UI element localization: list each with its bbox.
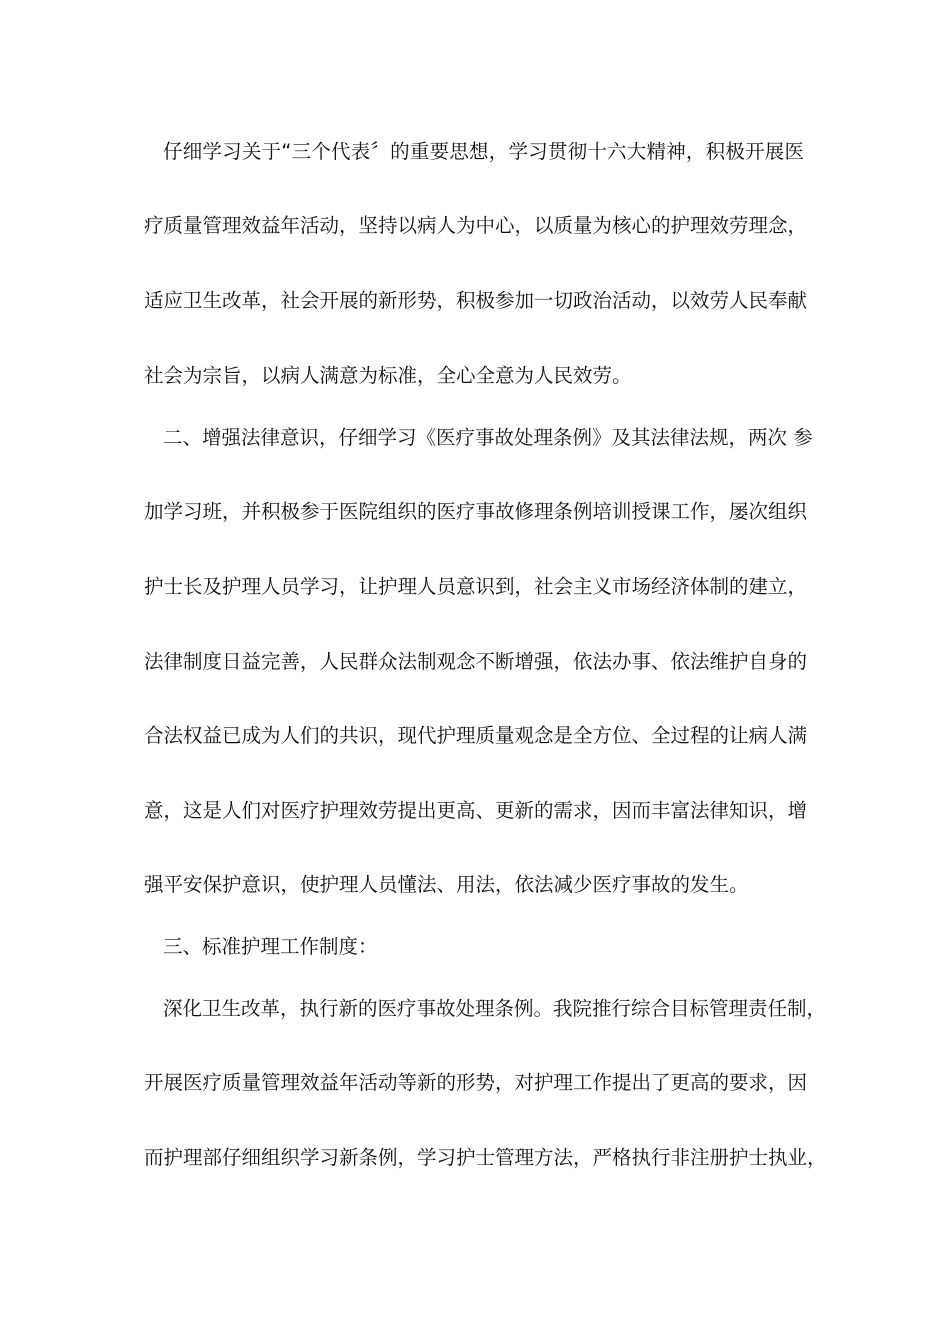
paragraph-line: 仔细学习关于“三个代表〞的重要思想，学习贯彻十六大精神，积极开展医 <box>163 140 804 163</box>
paragraph-line: 而护理部仔细组织学习新条例，学习护士管理方法，严格执行非注册护士执业， <box>144 1146 827 1169</box>
paragraph-line: 开展医疗质量管理效益年活动等新的形势，对护理工作提出了更高的要求，因 <box>144 1071 808 1094</box>
paragraph-line: 深化卫生改革，执行新的医疗事故处理条例。我院推行综合目标管理责任制， <box>163 997 827 1020</box>
section-heading: 三、标准护理工作制度： <box>163 935 378 958</box>
paragraph-line: 法律制度日益完善，人民群众法制观念不断增强，依法办事、依法维护自身的 <box>144 650 808 673</box>
paragraph-line: 加学习班，并积极参于医院组织的医疗事故修理条例培训授课工作，屡次组织 <box>144 500 808 523</box>
paragraph-line: 护士长及护理人员学习，让护理人员意识到，社会主义市场经济体制的建立， <box>144 575 808 598</box>
paragraph-line: 适应卫生改革，社会开展的新形势，积极参加一切政治活动，以效劳人民奉献 <box>144 289 808 312</box>
paragraph-line: 合法权益已成为人们的共识，现代护理质量观念是全方位、全过程的让病人满 <box>144 724 808 747</box>
paragraph-line: 社会为宗旨，以病人满意为标准，全心全意为人民效劳。 <box>144 364 632 387</box>
paragraph-line: 疗质量管理效益年活动，坚持以病人为中心，以质量为核心的护理效劳理念， <box>144 214 808 237</box>
section-heading-line: 二、增强法律意识，仔细学习《医疗事故处理条例》及其法律法规，两次 参 <box>163 426 813 449</box>
paragraph-line: 意，这是人们对医疗护理效劳提出更高、更新的需求，因而丰富法律知识，增 <box>144 799 808 822</box>
paragraph-line: 强平安保护意识，使护理人员懂法、用法，依法减少医疗事故的发生。 <box>144 873 749 896</box>
